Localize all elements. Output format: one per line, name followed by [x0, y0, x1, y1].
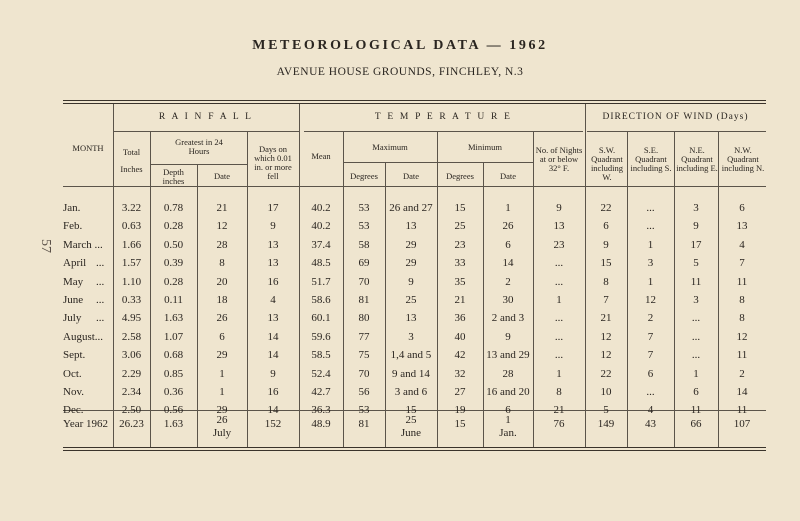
row-month-leader: ...: [96, 257, 105, 270]
cell-se: 3: [647, 257, 654, 270]
cell-nights: ...: [554, 257, 564, 270]
cell-se: 6: [647, 367, 654, 380]
rainfall-group-line: [113, 131, 299, 132]
cell-ne: 11: [690, 404, 702, 417]
row-month-label: Feb.: [63, 220, 83, 233]
nw-header: N.W. Quadrant including N.: [721, 145, 765, 173]
cell-nw: 14: [736, 386, 748, 398]
cell-depth: 0.85: [163, 367, 184, 380]
cell-mindeg: 25: [454, 220, 466, 233]
cell-maxdate: 15: [405, 404, 417, 417]
cell-depth: 0.68: [163, 349, 184, 362]
cell-se: 4: [647, 404, 654, 417]
cell-days: 16: [267, 386, 279, 398]
vline-se: [674, 131, 675, 447]
row-month-label: Dec.: [63, 404, 84, 417]
cell-mindate: 28: [502, 367, 514, 380]
cell-ne: 3: [693, 294, 699, 306]
cell-depth: 0.39: [163, 257, 184, 270]
cell-maxdeg: 70: [358, 275, 370, 288]
vline-min: [533, 131, 534, 447]
cell-se: 12: [645, 294, 656, 306]
cell-nw: 4: [739, 238, 745, 251]
cell-maxdeg: 75: [358, 349, 370, 362]
cell-nights: 13: [553, 220, 565, 233]
row-month-label: Oct.: [63, 367, 82, 380]
vline-sw: [627, 131, 628, 447]
cell-se: 1: [647, 238, 654, 251]
cell-nights: 23: [553, 238, 565, 251]
cell-mean: 40.2: [311, 220, 331, 233]
cell-ne: 9: [693, 220, 699, 233]
cell-days: 14: [267, 404, 279, 417]
year-ne: 66: [690, 418, 702, 430]
cell-gdate: 6: [219, 330, 225, 343]
cell-gdate: 26: [216, 312, 228, 325]
cell-gdate: 8: [219, 257, 225, 270]
wind-group-line: [587, 131, 766, 132]
year-mindate: 1: [505, 414, 511, 426]
cell-mindeg: 21: [454, 294, 466, 306]
cell-depth: 0.28: [163, 275, 184, 288]
sw-header: S.W. Quadrant including W.: [590, 145, 624, 182]
cell-ne: 17: [690, 238, 702, 251]
cell-sw: 22: [600, 202, 612, 214]
cell-total: 1.10: [121, 275, 142, 288]
cell-mean: 60.1: [311, 312, 331, 325]
cell-mindate: 9: [505, 330, 511, 343]
year-se: 43: [645, 418, 656, 430]
cell-nw: 11: [736, 404, 748, 417]
cell-maxdeg: 56: [358, 386, 370, 398]
cell-mindate: 2 and 3: [491, 312, 525, 325]
cell-depth: 0.78: [163, 202, 184, 214]
cell-maxdate: 3: [408, 330, 414, 343]
cell-se: 1: [647, 275, 654, 288]
cell-maxdate: 13: [405, 220, 417, 233]
cell-sw: 10: [600, 386, 612, 398]
cell-mean: 52.4: [311, 367, 331, 380]
row-month-label: Sept.: [63, 349, 86, 362]
cell-total: 2.58: [121, 330, 142, 343]
cell-maxdeg: 77: [358, 330, 370, 343]
cell-sw: 22: [600, 367, 612, 380]
cell-maxdeg: 58: [358, 238, 370, 251]
year-gdate-month: July: [212, 427, 232, 439]
cell-total: 2.29: [121, 367, 142, 380]
cell-mean: 40.2: [311, 202, 331, 214]
cell-sw: 5: [603, 404, 609, 417]
cell-mindate: 30: [502, 294, 514, 306]
max-degrees-header: Degrees: [350, 171, 378, 181]
cell-maxdeg: 69: [358, 257, 370, 270]
year-mean: 48.9: [311, 418, 331, 430]
vline-total: [150, 131, 151, 447]
cell-nights: 21: [553, 404, 565, 417]
minimum-header: Minimum: [467, 142, 502, 152]
cell-sw: 9: [603, 238, 609, 251]
cell-gdate: 12: [216, 220, 228, 233]
cell-se: ...: [646, 386, 655, 398]
cell-total: 3.22: [121, 202, 142, 214]
year-sw: 149: [597, 418, 615, 430]
cell-gdate: 29: [216, 349, 228, 362]
row-month-leader: ...: [96, 294, 105, 306]
cell-nights: ...: [554, 349, 564, 362]
cell-mean: 36.3: [311, 404, 331, 417]
cell-mean: 58.5: [311, 349, 331, 362]
cell-mindate: 13 and 29: [486, 349, 530, 362]
mean-header: Mean: [311, 151, 331, 161]
header-bottom-line: [63, 186, 766, 187]
ne-header: N.E. Quadrant including E.: [676, 145, 718, 173]
cell-sw: 21: [600, 312, 612, 325]
cell-ne: ...: [691, 312, 701, 325]
inches-header: Inches: [120, 164, 143, 174]
cell-total: 1.66: [121, 238, 142, 251]
row-month-label: May: [63, 275, 84, 288]
cell-gdate: 18: [216, 294, 228, 306]
year-maxdeg: 81: [358, 418, 370, 430]
nights-header: No. of Nights at or below 32° F.: [535, 145, 583, 173]
top-rule-2: [63, 103, 766, 104]
cell-days: 13: [267, 238, 279, 251]
cell-nights: 1: [556, 294, 562, 306]
cell-sw: 7: [603, 294, 609, 306]
cell-gdate: 1: [219, 386, 225, 398]
year-maxdate-month: June: [400, 427, 422, 439]
cell-mindeg: 36: [454, 312, 466, 325]
cell-mean: 48.5: [311, 257, 331, 270]
cell-maxdate: 9 and 14: [392, 367, 430, 380]
maximum-header: Maximum: [372, 142, 408, 152]
year-total: 26.23: [119, 418, 144, 430]
cell-nights: ...: [554, 330, 564, 343]
cell-nw: 8: [739, 294, 745, 306]
cell-maxdate: 3 and 6: [394, 386, 428, 398]
row-month-label: June: [63, 294, 84, 306]
cell-days: 14: [267, 330, 279, 343]
cell-gdate: 28: [216, 238, 228, 251]
cell-total: 4.95: [121, 312, 142, 325]
cell-days: 13: [267, 312, 279, 325]
cell-maxdeg: 81: [358, 294, 370, 306]
cell-ne: 1: [693, 367, 699, 380]
cell-total: 2.50: [121, 404, 142, 417]
row-month-label: August...: [63, 330, 104, 343]
year-depth: 1.63: [163, 418, 184, 430]
year-mindate-month: Jan.: [499, 427, 517, 439]
depth-header: Depth inches: [162, 167, 185, 186]
cell-nw: 11: [736, 349, 748, 362]
cell-nw: 7: [739, 257, 745, 270]
cell-mindate: 6: [505, 404, 511, 417]
greatest-header: Greatest in 24 Hours: [175, 137, 223, 156]
cell-se: 7: [647, 349, 654, 362]
cell-maxdeg: 53: [358, 202, 370, 214]
cell-mindeg: 27: [454, 386, 466, 398]
page-subtitle: AVENUE HOUSE GROUNDS, FINCHLEY, N.3: [276, 66, 524, 78]
month-header: MONTH: [72, 143, 104, 153]
total-header: Total: [122, 147, 141, 157]
cell-gdate: 29: [216, 404, 228, 417]
cell-mindeg: 42: [454, 349, 466, 362]
cell-nw: 13: [736, 220, 748, 233]
cell-depth: 0.36: [163, 386, 184, 398]
year-nights: 76: [553, 418, 565, 430]
cell-total: 0.63: [121, 220, 142, 233]
cell-depth: 0.28: [163, 220, 184, 233]
cell-mindate: 6: [505, 238, 511, 251]
days-header: Days on which 0.01 in. or more fell: [254, 144, 292, 181]
temperature-group-line: [304, 131, 583, 132]
cell-gdate: 1: [219, 367, 225, 380]
cell-mindeg: 32: [454, 367, 466, 380]
cell-mindeg: 15: [454, 202, 466, 214]
bottom-rule-2: [63, 450, 766, 451]
bottom-rule: [63, 447, 766, 448]
cell-ne: 6: [693, 386, 699, 398]
cell-total: 2.34: [121, 386, 142, 398]
cell-ne: 3: [693, 202, 699, 214]
cell-days: 14: [267, 349, 279, 362]
cell-nights: 8: [556, 386, 562, 398]
cell-mindeg: 40: [454, 330, 466, 343]
cell-sw: 12: [600, 330, 612, 343]
cell-depth: 1.07: [163, 330, 184, 343]
greatest-sub-line: [150, 164, 247, 165]
cell-sw: 12: [600, 349, 612, 362]
cell-maxdate: 9: [408, 275, 414, 288]
cell-days: 17: [267, 202, 279, 214]
cell-depth: 0.11: [164, 294, 183, 306]
cell-mean: 37.4: [311, 238, 331, 251]
cell-nights: 9: [556, 202, 562, 214]
year-mindeg: 15: [454, 418, 466, 430]
cell-mean: 59.6: [311, 330, 331, 343]
cell-depth: 0.50: [163, 238, 184, 251]
min-date-header: Date: [499, 171, 517, 181]
row-month-label: Jan.: [63, 202, 81, 214]
cell-nights: ...: [554, 312, 564, 325]
year-nw: 107: [733, 418, 751, 430]
cell-mindeg: 33: [454, 257, 466, 270]
cell-gdate: 20: [216, 275, 228, 288]
cell-ne: ...: [691, 330, 701, 343]
cell-days: 4: [270, 294, 276, 306]
page-title: METEOROLOGICAL DATA — 1962: [252, 38, 548, 53]
cell-nw: 6: [739, 202, 745, 214]
cell-ne: 11: [690, 275, 702, 288]
year-gdate: 26: [216, 414, 228, 426]
cell-days: 16: [267, 275, 279, 288]
page-number: 57: [38, 239, 53, 253]
cell-mean: 42.7: [311, 386, 331, 398]
cell-ne: ...: [691, 349, 701, 362]
row-month-label: July: [63, 312, 82, 325]
cell-maxdate: 29: [405, 257, 417, 270]
cell-maxdeg: 53: [358, 404, 370, 417]
cell-se: 2: [647, 312, 654, 325]
cell-maxdate: 26 and 27: [389, 202, 433, 214]
cell-nw: 12: [736, 330, 748, 343]
year-maxdate: 25: [405, 414, 417, 426]
cell-nw: 2: [739, 367, 745, 380]
cell-gdate: 21: [216, 202, 228, 214]
cell-days: 9: [270, 367, 276, 380]
vline-ne: [718, 131, 719, 447]
greatest-date-header: Date: [213, 171, 231, 181]
wind-group-header: DIRECTION OF WIND (Days): [602, 112, 749, 122]
row-month-leader: ...: [96, 275, 105, 288]
max-date-header: Date: [402, 171, 420, 181]
cell-maxdeg: 80: [358, 312, 370, 325]
cell-days: 9: [270, 220, 276, 233]
row-month-label: March ...: [63, 238, 103, 251]
cell-maxdate: 25: [405, 294, 417, 306]
cell-mindate: 26: [502, 220, 514, 233]
cell-mindate: 16 and 20: [486, 386, 530, 398]
cell-nights: 1: [556, 367, 562, 380]
cell-sw: 15: [600, 257, 612, 270]
cell-mindeg: 23: [454, 238, 466, 251]
temperature-group-header: T E M P E R A T U R E: [374, 112, 513, 122]
cell-days: 13: [267, 257, 279, 270]
min-degrees-header: Degrees: [446, 171, 474, 181]
cell-depth: 0.56: [163, 404, 184, 417]
maxmin-sub-line: [343, 162, 533, 163]
cell-total: 0.33: [121, 294, 142, 306]
cell-total: 1.57: [121, 257, 142, 270]
cell-depth: 1.63: [163, 312, 184, 325]
cell-sw: 8: [603, 275, 609, 288]
cell-total: 3.06: [121, 349, 142, 362]
cell-sw: 6: [603, 220, 609, 233]
vline-greatest: [247, 131, 248, 447]
cell-nw: 11: [736, 275, 748, 288]
cell-mean: 58.6: [311, 294, 331, 306]
cell-maxdate: 13: [405, 312, 417, 325]
cell-nw: 8: [739, 312, 745, 325]
cell-mindate: 14: [502, 257, 514, 270]
row-month-leader: ...: [96, 312, 105, 325]
se-header: S.E. Quadrant including S.: [630, 145, 672, 173]
cell-maxdeg: 70: [358, 367, 370, 380]
rainfall-group-header: R A I N F A L L: [158, 112, 254, 122]
cell-mindate: 1: [505, 202, 511, 214]
cell-maxdate: 1,4 and 5: [390, 349, 432, 362]
year-days: 152: [264, 418, 282, 430]
row-month-label: Nov.: [63, 386, 84, 398]
cell-mindate: 2: [505, 275, 511, 288]
cell-se: 7: [647, 330, 654, 343]
row-month-label: April: [63, 257, 87, 270]
year-label: Year 1962: [63, 418, 109, 430]
cell-mean: 51.7: [311, 275, 331, 288]
top-rule: [63, 100, 766, 101]
cell-se: ...: [646, 220, 655, 233]
cell-maxdeg: 53: [358, 220, 370, 233]
cell-maxdate: 29: [405, 238, 417, 251]
cell-mindeg: 19: [454, 404, 466, 417]
cell-ne: 5: [693, 257, 699, 270]
cell-se: ...: [646, 202, 655, 214]
cell-nights: ...: [554, 275, 564, 288]
cell-mindeg: 35: [454, 275, 466, 288]
